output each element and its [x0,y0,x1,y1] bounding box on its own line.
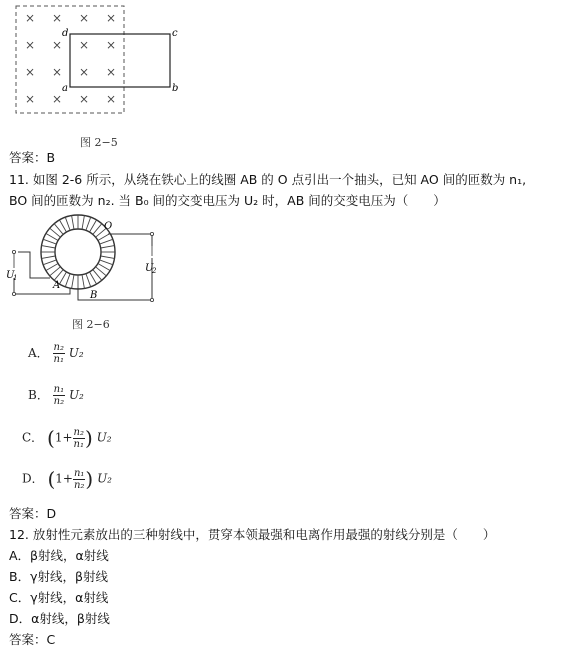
terminal-o [150,232,153,235]
coil-winding [90,220,97,232]
paren-left: ( [47,426,55,450]
voltage-term: U₂ [68,388,84,402]
coil-winding [100,260,113,265]
coil-winding [98,264,110,271]
field-cross-mark: × [78,11,90,25]
field-cross-mark: × [51,38,63,52]
answer-q10: 答案：B [9,150,56,165]
denominator: n₁ [73,438,84,450]
q11-stem-line2: BO 间的匝数为 n₂. 当 B₀ 间的交变电压为 U₂ 时，AB 间的交变电压为（ ） [9,193,446,208]
field-cross-mark: × [24,92,36,106]
denominator: n₁ [53,354,64,365]
answer-q12: 答案：C [9,632,56,647]
figure-2-6 [0,212,200,312]
q12-option-c: C．γ射线，α射线 [9,590,109,605]
magnetic-field-diagram [0,0,200,150]
q11-option-b [28,384,84,407]
coil-winding [65,217,70,230]
q12-option-d: D．α射线，β射线 [9,611,110,626]
coil-winding [72,216,74,230]
toroid-inner [55,229,101,275]
q11-option-c [22,426,112,450]
coil-winding [42,256,56,258]
coil-winding [90,272,97,284]
label-u2: U [145,263,154,274]
paren-right: ) [84,426,93,450]
coil-winding [72,275,74,289]
paren-right: ) [85,467,94,491]
coil-winding [46,264,58,271]
field-cross-mark: × [51,92,63,106]
label-a: a [62,83,68,94]
numerator: n₁ [53,384,65,395]
coil-winding [101,246,115,248]
coil-winding [82,275,84,289]
field-cross-mark: × [78,92,90,106]
label-u2-sub: 2 [152,267,157,275]
q11-stem-line1: 11. 如图 2-6 所示，从绕在铁心上的线圈 AB 的 O 点引出一个抽头，已知 AO 间的匝数为 n₁, [9,172,527,187]
field-cross-mark: × [24,38,36,52]
voltage-term: U₂ [68,346,84,360]
coil-winding [65,274,70,287]
fraction [73,427,85,450]
label-b-terminal: B [90,290,98,301]
figure-2-5-caption: 图 2−5 [80,136,118,149]
coil-winding [60,272,67,284]
toroid-coil-diagram [0,212,200,312]
q11-option-a [28,342,84,365]
fraction [73,468,85,491]
coil-winding [86,217,91,230]
label-c: c [172,28,178,39]
coil-winding [46,234,58,241]
figure-2-5 [0,0,200,150]
label-a-terminal: A [53,280,61,291]
field-cross-mark: × [105,11,117,25]
numerator: n₂ [53,342,64,353]
coil-winding [98,234,110,241]
field-cross-mark: × [105,65,117,79]
voltage-term: U₂ [96,430,112,445]
coil-winding [101,256,115,258]
field-cross-mark: × [105,38,117,52]
coil-winding [43,260,56,265]
coil-winding [82,216,84,230]
terminal-a-top [12,250,15,253]
wire-a [18,252,50,278]
fraction [53,384,65,407]
field-cross-mark: × [78,38,90,52]
terminal-b [150,298,153,301]
answer-q11: 答案：D [9,506,57,521]
terminal-a-bottom [12,292,15,295]
denominator: n₂ [73,479,85,491]
label-u1-sub: 1 [13,274,18,282]
figure-2-6-caption: 图 2−6 [72,318,110,331]
numerator: n₁ [73,467,85,479]
q11-option-d [22,467,112,491]
option-letter: A． [28,346,49,360]
coil-winding [100,239,113,244]
paren-left: ( [47,467,56,491]
coil-winding [86,274,91,287]
fraction [53,342,65,365]
label-o: O [104,221,113,232]
field-cross-mark: × [51,11,63,25]
coil-winding [42,246,56,248]
option-letter: C． [22,430,44,445]
label-u1: U [6,270,15,281]
coil-winding [43,239,56,244]
voltage-term: U₂ [97,471,112,486]
one-plus: 1+ [54,430,73,445]
field-cross-mark: × [24,11,36,25]
q12-option-a: A．β射线，α射线 [9,548,109,563]
field-cross-mark: × [24,65,36,79]
q12-stem: 12. 放射性元素放出的三种射线中，贯穿本领最强和电离作用最强的射线分别是（ ） [9,527,496,542]
denominator: n₂ [53,396,65,407]
field-cross-mark: × [51,65,63,79]
coil-winding [60,220,67,232]
label-d: d [62,28,69,39]
option-letter: D． [22,471,44,486]
one-plus: 1+ [55,471,73,486]
q12-option-b: B．γ射线，β射线 [9,569,108,584]
label-b: b [172,83,179,94]
field-cross-mark: × [105,92,117,106]
field-cross-mark: × [78,65,90,79]
numerator: n₂ [73,426,84,438]
option-letter: B． [28,388,49,402]
